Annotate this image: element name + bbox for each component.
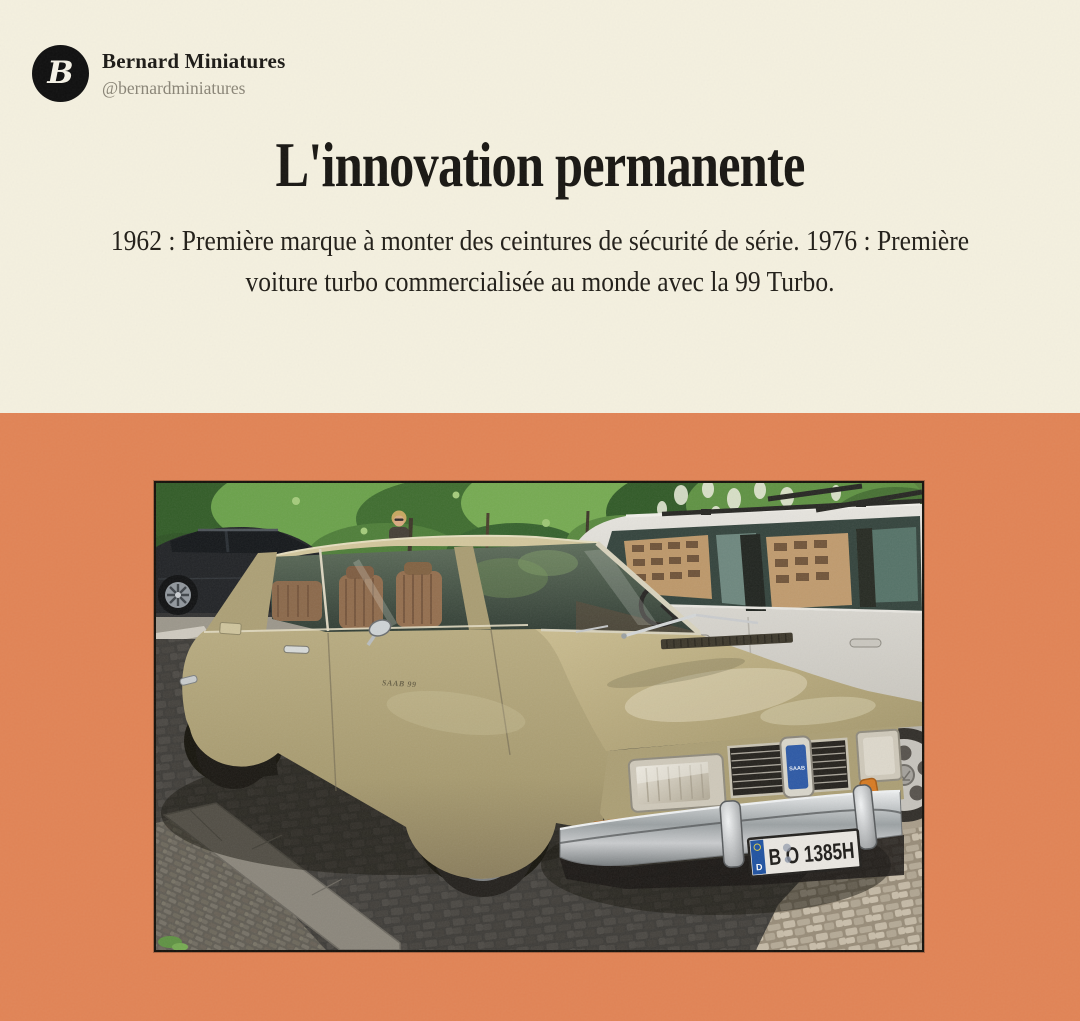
license-plate-text: B O 1385H — [767, 834, 885, 871]
profile-name: Bernard Miniatures — [102, 48, 286, 73]
profile-handle: @bernardminiatures — [102, 77, 246, 98]
eu-band-letter: D — [755, 861, 763, 873]
photo-frame — [154, 481, 924, 952]
body-line-2: voiture turbo commercialisée au monde avec la 99 Turbo. — [245, 266, 835, 298]
post-body — [65, 221, 1015, 303]
profile-text — [102, 49, 285, 99]
profile-row — [32, 45, 285, 102]
post-title: L'innovation permanente — [275, 130, 805, 200]
car-photo-illustration — [156, 483, 922, 950]
badge-text: SAAB — [788, 765, 805, 773]
header-section — [0, 0, 1080, 413]
avatar-letter: B — [47, 54, 74, 91]
fender-script: SAAB 99 — [381, 678, 417, 690]
avatar — [32, 45, 89, 102]
body-line-1: 1962 : Première marque à monter des ceintures de sécurité de série. 1976 : Première — [110, 225, 970, 257]
photo-grain — [156, 483, 922, 950]
